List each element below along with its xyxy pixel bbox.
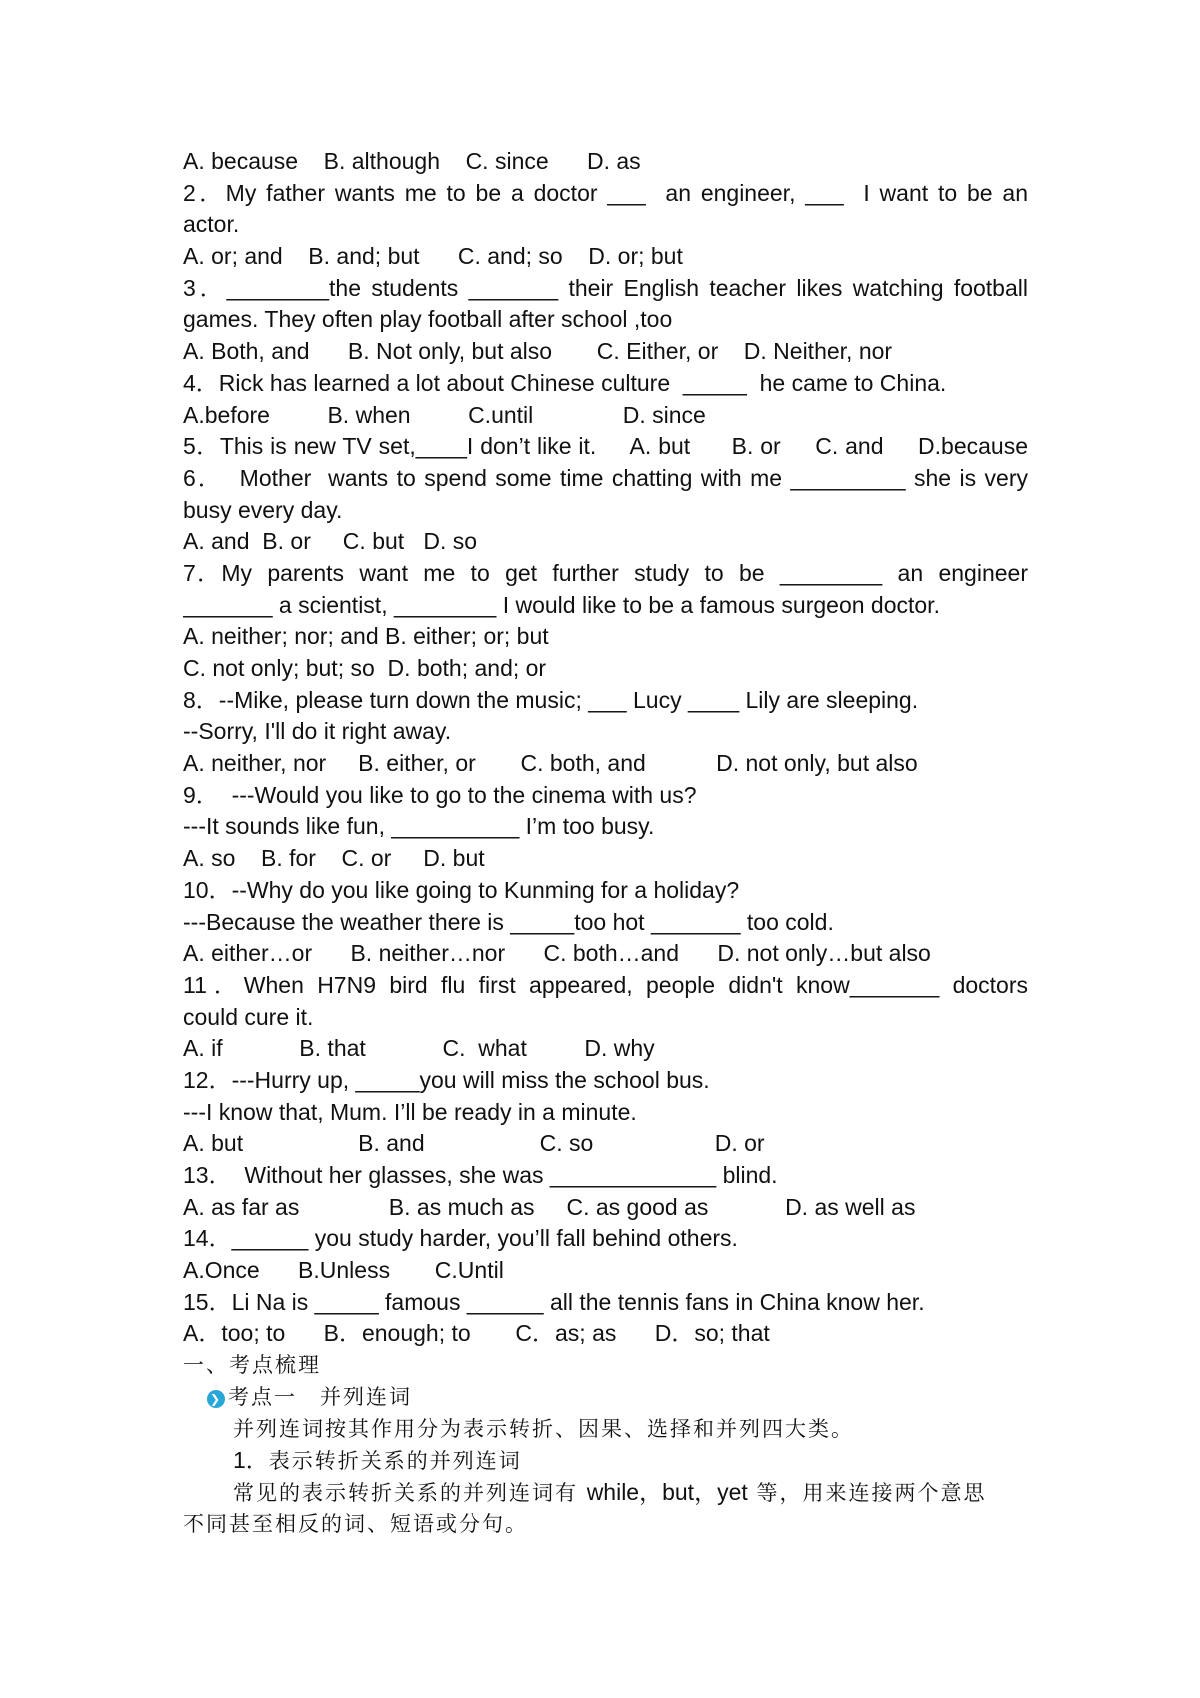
text-line: 8．--Mike, please turn down the music; ___ Lucy ____ Lily are sleeping. xyxy=(183,686,919,713)
text-line: A. neither; nor; and B. either; or; but xyxy=(183,623,549,650)
text-line: A. so B. for C. or D. but xyxy=(183,845,485,872)
sub-heading xyxy=(183,1445,1028,1477)
description-line-1 xyxy=(183,1477,1028,1509)
text-line: 9． ---Would you like to go to the cinema with us? xyxy=(183,781,697,808)
text-line: 6． Mother wants to spend some time chatting with me _________ she is very xyxy=(183,464,1028,491)
description-part-2: 等，用来连接两个意思 xyxy=(747,1480,987,1505)
text-line: 14．______ you study harder, you’ll fall behind others. xyxy=(183,1225,738,1252)
exercise-content xyxy=(183,146,1028,1540)
section-heading: 一、考点梳理 xyxy=(183,1353,321,1378)
text-line: C. not only; but; so D. both; and; or xyxy=(183,655,547,681)
description-conjunctions: while，but，yet xyxy=(586,1478,748,1505)
point-one-label: 考点一 并列连词 xyxy=(228,1384,412,1409)
text-line: A．too; to B．enough; to C．as; as D．so; that xyxy=(183,1320,770,1347)
text-line: A. because B. although C. since D. as xyxy=(183,148,641,174)
text-line: ---It sounds like fun, __________ I’m too busy. xyxy=(183,813,655,840)
text-line: 10．--Why do you like going to Kunming for a holiday? xyxy=(183,876,740,903)
text-line: 5．This is new TV set,____I don’t like it. A. but B. or C. and D.because xyxy=(183,433,1028,460)
text-line: 3．________the students _______ their English teacher likes watching football xyxy=(183,274,1028,301)
question-list xyxy=(183,146,1028,1350)
description-line-2: 不同甚至相反的词、短语或分句。 xyxy=(183,1511,528,1536)
text-line: A. neither, nor B. either, or C. both, and D. not only, but also xyxy=(183,750,918,777)
text-line: 11．When H7N9 bird flu first appeared, people didn't know_______ doctors xyxy=(183,971,1028,998)
text-line: actor. xyxy=(183,211,240,238)
sub-heading-number: 1． xyxy=(233,1447,269,1474)
text-line: ---Because the weather there is _____too hot _______ too cold. xyxy=(183,908,834,935)
text-line: could cure it. xyxy=(183,1003,314,1030)
text-line: busy every day. xyxy=(183,496,343,523)
sub-heading-text: 表示转折关系的并列连词 xyxy=(268,1449,522,1474)
text-line: 2．My father wants me to be a doctor ___ an engineer, ___ I want to be an xyxy=(183,179,1028,206)
text-line: A. as far as B. as much as C. as good as D. as well as xyxy=(183,1193,916,1220)
text-line: A.before B. when C.until D. since xyxy=(183,401,706,428)
description-part-1: 常见的表示转折关系的并列连词有 xyxy=(233,1480,587,1505)
text-line: A. Both, and B. Not only, but also C. Either, or D. Neither, nor xyxy=(183,338,893,365)
text-line: A. and B. or C. but D. so xyxy=(183,528,478,555)
text-line: A. or; and B. and; but C. and; so D. or; but xyxy=(183,243,683,270)
text-line: 13． Without her glasses, she was _____________ blind. xyxy=(183,1162,778,1188)
text-line: 7．My parents want me to get further study to be ________ an engineer xyxy=(183,559,1028,586)
text-line: A. either…or B. neither…nor C. both…and D. not only…but also xyxy=(183,940,931,967)
text-line: --Sorry, I'll do it right away. xyxy=(183,718,452,745)
text-line: games. They often play football after school ,too xyxy=(183,306,673,333)
text-line: 4．Rick has learned a lot about Chinese culture _____ he came to China. xyxy=(183,369,947,396)
point-one-heading xyxy=(183,1382,1028,1414)
text-line: ---I know that, Mum. I’ll be ready in a minute. xyxy=(183,1098,637,1125)
point-one-description: 并列连词按其作用分为表示转折、因果、选择和并列四大类。 xyxy=(233,1416,854,1441)
arrow-bullet-icon: ❯ xyxy=(207,1390,225,1408)
text-line: 12．---Hurry up, _____you will miss the school bus. xyxy=(183,1066,710,1093)
text-line: A. if B. that C. what D. why xyxy=(183,1035,655,1062)
text-line: A. but B. and C. so D. or xyxy=(183,1130,765,1157)
text-line: _______ a scientist, ________ I would like to be a famous surgeon doctor. xyxy=(183,591,940,618)
text-line: 15．Li Na is _____ famous ______ all the tennis fans in China know her. xyxy=(183,1288,925,1315)
text-line: A.Once B.Unless C.Until xyxy=(183,1257,504,1284)
